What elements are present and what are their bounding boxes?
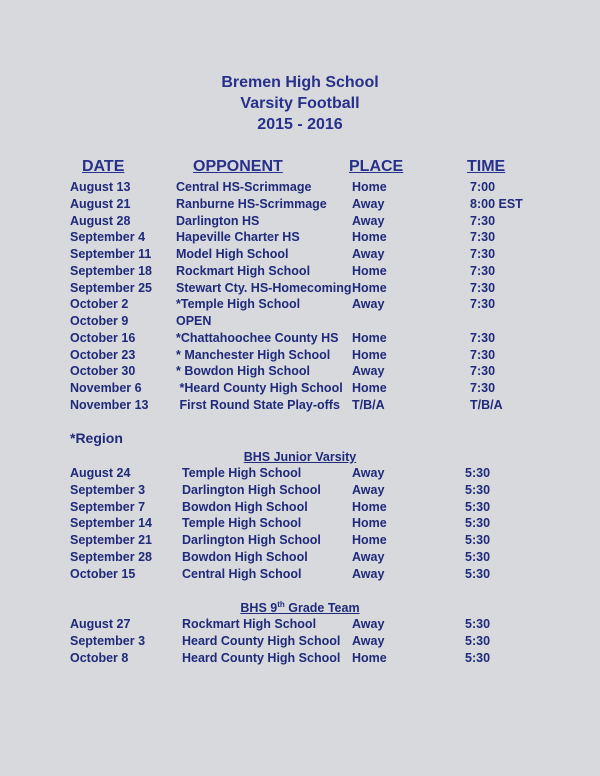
row-time: 5:30 (465, 516, 491, 531)
row-opponent: Bowdon High School (182, 549, 308, 564)
schedule-row (0, 180, 600, 197)
row-date: October 2 (70, 297, 129, 312)
row-place: Home (352, 180, 387, 194)
schedule-row (0, 314, 600, 331)
row-time: 7:30 (470, 364, 496, 379)
row-place: Away (352, 196, 385, 211)
row-opponent: *Heard County High School (176, 381, 343, 395)
schedule-row (0, 364, 600, 381)
schedule-row (0, 331, 600, 348)
jv-section-title: BHS Junior Varsity (243, 450, 357, 464)
row-time: 7:30 (470, 330, 496, 345)
row-date: September 21 (70, 533, 152, 547)
row-place: Away (352, 297, 385, 312)
schedule-row (0, 516, 600, 533)
row-time: 5:30 (465, 533, 491, 547)
schedule-row (0, 617, 600, 634)
row-time: 8:00 EST (470, 196, 523, 211)
row-place: Away (352, 549, 385, 564)
row-date: November 13 (70, 397, 149, 412)
row-date: September 7 (70, 499, 146, 514)
row-date: August 13 (70, 180, 131, 194)
row-date: October 8 (70, 650, 129, 665)
row-place: Home (352, 280, 387, 295)
ninth-title-pre: BHS 9 (240, 601, 278, 616)
season: 2015 - 2016 (257, 116, 343, 133)
row-time: 5:30 (465, 499, 491, 514)
row-time: 5:30 (465, 566, 491, 581)
row-time: 5:30 (465, 617, 491, 631)
row-date: October 15 (70, 566, 136, 581)
schedule-row (0, 466, 600, 483)
row-opponent: First Round State Play-offs (176, 397, 340, 412)
row-opponent: *Temple High School (176, 297, 301, 312)
school-name: Bremen High School (221, 74, 379, 91)
row-date: August 27 (70, 617, 131, 631)
row-place: Away (352, 247, 385, 261)
row-date: October 30 (70, 364, 136, 379)
schedule-row (0, 247, 600, 264)
header-opponent: OPPONENT (193, 158, 283, 175)
row-date: September 4 (70, 230, 146, 245)
schedule-row (0, 381, 600, 398)
row-place: Home (352, 330, 387, 345)
row-opponent: *Chattahoochee County HS (176, 330, 339, 345)
row-date: September 25 (70, 280, 152, 295)
varsity-schedule (0, 180, 600, 415)
row-opponent: Stewart Cty. HS-Homecoming (176, 280, 352, 295)
schedule-row (0, 281, 600, 298)
row-time: 7:00 (470, 180, 496, 194)
row-place: Away (352, 466, 385, 480)
row-place: Home (352, 381, 387, 395)
row-place: Home (352, 230, 387, 245)
row-time: 5:30 (465, 466, 491, 480)
row-opponent: * Bowdon High School (176, 364, 311, 379)
row-time: T/B/A (470, 397, 503, 412)
row-opponent: Model High School (176, 247, 289, 261)
row-opponent: Central High School (182, 566, 302, 581)
row-time: 7:30 (470, 280, 496, 295)
header-time: TIME (467, 158, 506, 175)
row-opponent: Darlington High School (182, 533, 321, 547)
row-place: Home (352, 650, 387, 665)
row-time: 5:30 (465, 482, 491, 497)
row-time: 7:30 (470, 347, 496, 362)
row-opponent: Heard County High School (182, 650, 341, 665)
header-place: PLACE (349, 158, 404, 175)
row-place: Away (352, 213, 385, 228)
row-date: October 16 (70, 330, 136, 345)
schedule-row (0, 634, 600, 651)
row-time: 7:30 (470, 230, 496, 245)
row-opponent: Rockmart High School (182, 617, 317, 631)
row-date: October 9 (70, 314, 129, 328)
ninth-grade-schedule (0, 617, 600, 667)
row-time: 7:30 (470, 381, 496, 395)
row-opponent: Temple High School (182, 466, 302, 480)
row-date: September 28 (70, 549, 152, 564)
row-time: 7:30 (470, 213, 496, 228)
schedule-title (0, 72, 600, 135)
row-place: Away (352, 633, 385, 648)
header-date: DATE (82, 158, 125, 175)
ninth-title-sup: th (277, 600, 285, 609)
row-date: September 14 (70, 516, 152, 531)
row-date: September 11 (70, 247, 152, 261)
row-opponent: Hapeville Charter HS (176, 230, 300, 245)
column-headers (0, 158, 600, 180)
row-time: 5:30 (465, 650, 491, 665)
row-place: Home (352, 263, 387, 278)
schedule-row (0, 550, 600, 567)
row-date: August 28 (70, 213, 131, 228)
row-date: August 21 (70, 196, 131, 211)
row-time: 7:30 (470, 263, 496, 278)
row-time: 7:30 (470, 297, 496, 312)
row-date: September 3 (70, 482, 146, 497)
row-date: August 24 (70, 466, 131, 480)
row-opponent: Ranburne HS-Scrimmage (176, 196, 327, 211)
row-place: Away (352, 364, 385, 379)
row-place: Away (352, 482, 385, 497)
row-opponent: Temple High School (182, 516, 302, 531)
row-opponent: Rockmart High School (176, 263, 311, 278)
row-opponent: Darlington HS (176, 213, 260, 228)
row-opponent: Central HS-Scrimmage (176, 180, 312, 194)
row-time: 7:30 (470, 247, 496, 261)
row-date: September 3 (70, 633, 146, 648)
schedule-row (0, 297, 600, 314)
schedule-row (0, 500, 600, 517)
row-opponent: OPEN (176, 314, 212, 328)
row-time: 5:30 (465, 549, 491, 564)
schedule-row (0, 483, 600, 500)
jv-schedule (0, 466, 600, 583)
schedule-row (0, 567, 600, 584)
row-place: Away (352, 617, 385, 631)
row-place: Away (352, 566, 385, 581)
row-opponent: Darlington High School (182, 482, 321, 497)
row-opponent: Heard County High School (182, 633, 341, 648)
row-date: September 18 (70, 263, 152, 278)
schedule-row (0, 651, 600, 668)
row-date: October 23 (70, 347, 136, 362)
schedule-row (0, 533, 600, 550)
region-footnote: *Region (70, 430, 123, 446)
ninth-title-post: Grade Team (284, 601, 360, 616)
schedule-row (0, 348, 600, 365)
schedule-row (0, 264, 600, 281)
row-place: Home (352, 516, 387, 531)
row-opponent: Bowdon High School (182, 499, 308, 514)
row-place: Home (352, 533, 387, 547)
schedule-row (0, 230, 600, 247)
team-name: Varsity Football (240, 95, 360, 112)
schedule-row (0, 398, 600, 415)
schedule-row (0, 214, 600, 231)
row-date: November 6 (70, 381, 142, 395)
row-place: Home (352, 499, 387, 514)
schedule-row (0, 197, 600, 214)
row-time: 5:30 (465, 633, 491, 648)
row-opponent: * Manchester High School (176, 347, 331, 362)
ninth-grade-section-title (0, 600, 600, 615)
row-place: Home (352, 347, 387, 362)
row-place: T/B/A (352, 397, 385, 412)
